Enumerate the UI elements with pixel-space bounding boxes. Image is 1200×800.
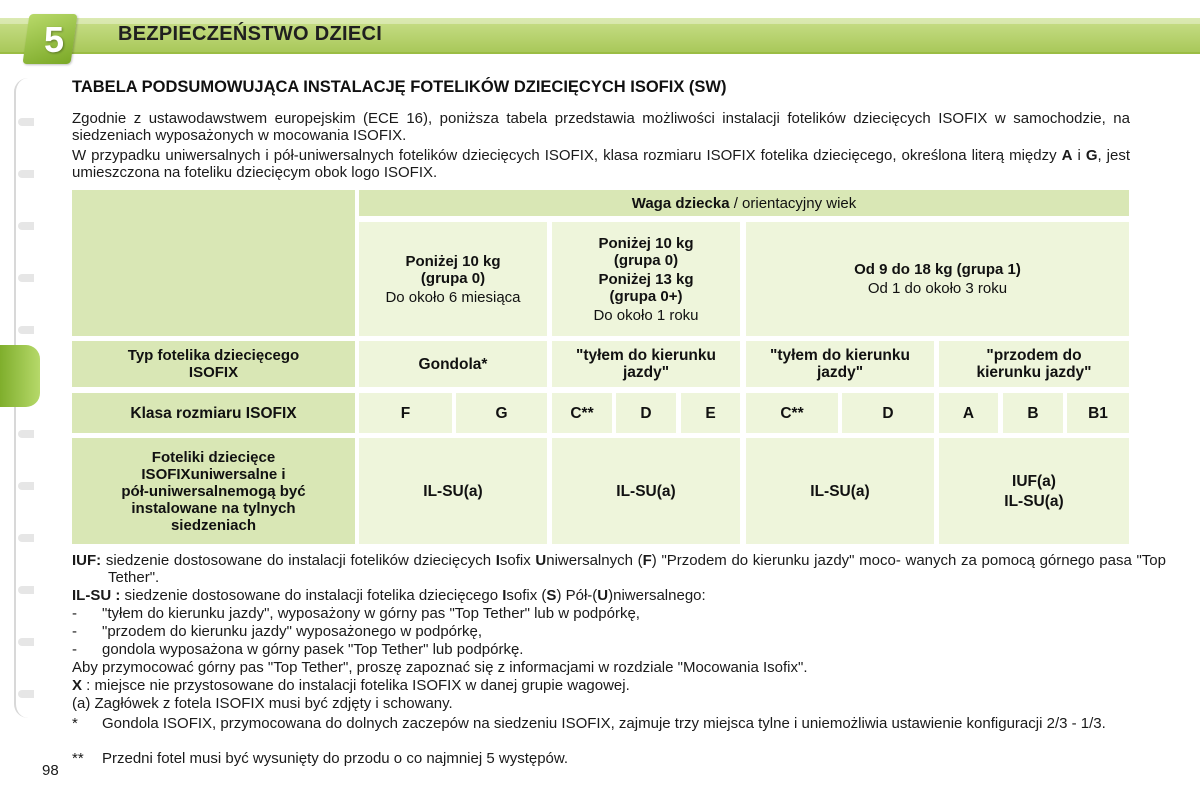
rail-tick [18,690,34,698]
seat-value-group-4: IUF(a) IL-SU(a) [939,438,1129,544]
group-header-1: Poniżej 10 kg (grupa 0) Do około 6 miesiąca [359,222,547,336]
note-bullet-3: - gondola wyposażona w górny pasek "Top Tether" lub podpórkę. [72,641,524,658]
group-header-2: Poniżej 10 kg (grupa 0) Poniżej 13 kg (grupa 0+) Do około 1 roku [552,222,740,336]
weight-header: Waga dziecka / orientacyjny wiek [359,190,1129,216]
intro-paragraph-1: Zgodnie z ustawodawstwem europejskim (ECE 16), poniższa tabela przedstawia możliwości instalacji fotelików dziecięcych ISOFIX w samochodzie, na siedzeniach wyposażonych w mocowania ISOFIX. [72,110,1130,144]
rail-tick [18,118,34,126]
rail-tick [18,430,34,438]
class-cell: A [939,393,998,433]
row-label-class: Klasa rozmiaru ISOFIX [72,393,355,433]
rail-tick [18,326,34,334]
class-cell: D [842,393,934,433]
class-cell: B1 [1067,393,1129,433]
note-ilsu: IL-SU : siedzenie dostosowane do instalacji fotelika dziecięcego Isofix (S) Pół-(U)niwersalnego: [72,587,706,604]
table-corner-cell [72,190,355,336]
class-cell: E [681,393,740,433]
chapter-tab-active[interactable] [0,345,40,407]
note-star-2: ** Przedni fotel musi być wysunięty do przodu o co najmniej 5 występów. [72,750,569,767]
type-rear-facing-1: "tyłem do kierunku jazdy" [552,341,740,387]
note-bullet-2: - "przodem do kierunku jazdy" wyposażonego w podpórkę, [72,623,483,640]
chapter-title: BEZPIECZEŃSTWO DZIECI [118,23,383,45]
seat-value-group-1: IL-SU(a) [359,438,547,544]
note-iuf: IUF: siedzenie dostosowane do instalacji fotelików dziecięcych Isofix Uniwersalnych (F) "Przodem do kierunku jazdy" moco- wanych za pomocą górnego pasa "Top Tether". [72,552,1166,586]
rail-tick [18,586,34,594]
seat-value-group-2: IL-SU(a) [552,438,740,544]
header-underline [0,52,1200,54]
rail-tick [18,222,34,230]
note-x: X : miejsce nie przystosowane do instalacji fotelika ISOFIX w danej grupie wagowej. [72,677,630,694]
page-number: 98 [42,762,59,779]
seat-value-group-3: IL-SU(a) [746,438,934,544]
note-tether: Aby przymocować górny pas "Top Tether", proszę zapoznać się z informacjami w rozdziale "Mocowania Isofix". [72,659,808,676]
chapter-number: 5 [43,19,65,60]
row-label-seats: Foteliki dziecięce ISOFIXuniwersalne i pół-uniwersalnemogą być instalowane na tylnych siedzeniach [72,438,355,544]
rail-tick [18,274,34,282]
type-rear-facing-2: "tyłem do kierunku jazdy" [746,341,934,387]
group-header-3: Od 9 do 18 kg (grupa 1) Od 1 do około 3 roku [746,222,1129,336]
note-star-1: * Gondola ISOFIX, przymocowana do dolnych zaczepów na siedzeniu ISOFIX, zajmuje trzy miejsca tylne i uniemożliwia ustawienie konfiguracji 2/3 - 1/3. [72,715,1106,732]
class-cell: D [616,393,676,433]
rail-tick [18,170,34,178]
class-cell: C** [552,393,612,433]
type-gondola: Gondola* [359,341,547,387]
rail-tick [18,534,34,542]
class-cell: C** [746,393,838,433]
note-bullet-1: - "tyłem do kierunku jazdy", wyposażony w górny pas "Top Tether" lub w podpórkę, [72,605,640,622]
intro-paragraph-2: W przypadku uniwersalnych i pół-uniwersalnych fotelików dziecięcych ISOFIX, klasa rozmiaru ISOFIX fotelika dziecięcego, określona literą między A i G, jest umieszczona na foteliku dziecięcym obok logo ISOFIX. [72,147,1130,181]
rail-tick [18,638,34,646]
note-a: (a) Zagłówek z fotela ISOFIX musi być zdjęty i schowany. [72,695,453,712]
rail-tick [18,482,34,490]
class-cell: G [456,393,547,433]
class-cell: F [359,393,452,433]
class-cell: B [1003,393,1063,433]
section-title: TABELA PODSUMOWUJĄCA INSTALACJĘ FOTELIKÓW DZIECIĘCYCH ISOFIX (SW) [72,78,727,96]
row-label-type: Typ fotelika dziecięcego ISOFIX [72,341,355,387]
type-forward-facing: "przodem do kierunku jazdy" [939,341,1129,387]
